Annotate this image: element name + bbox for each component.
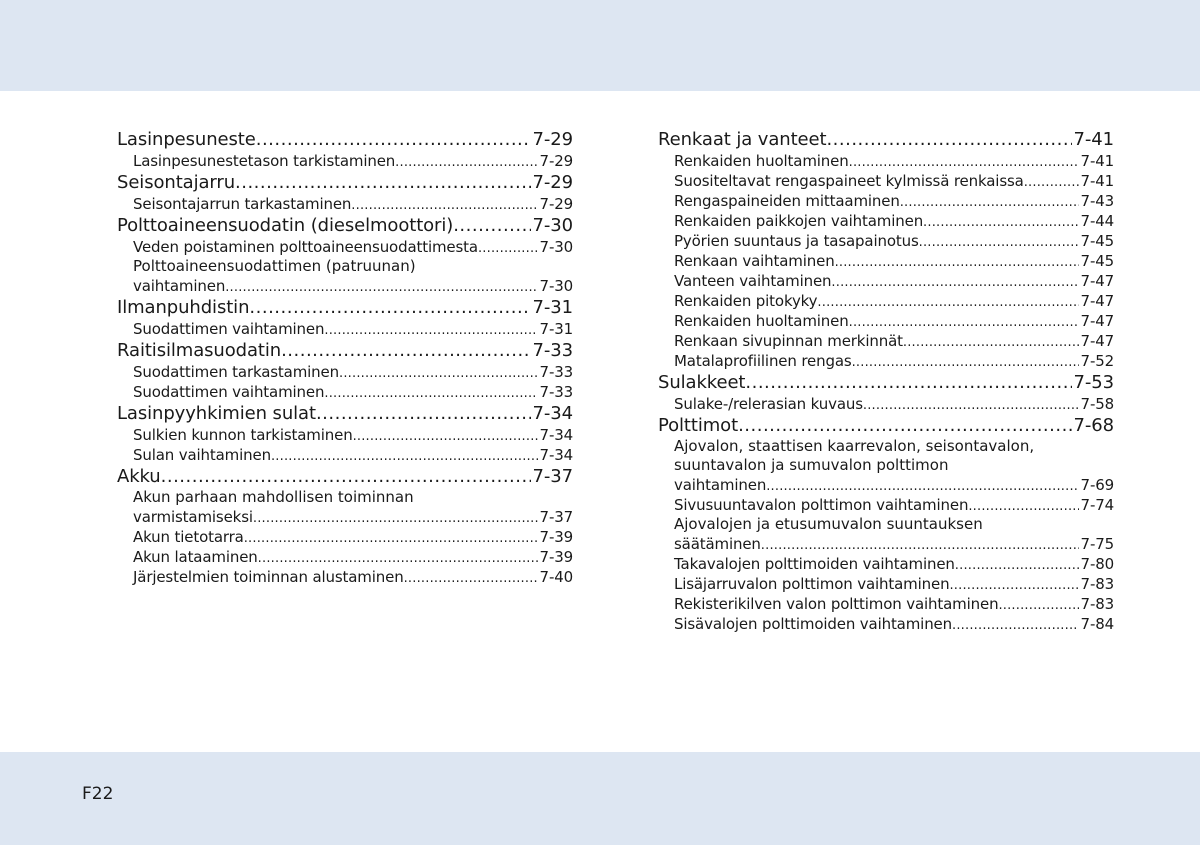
toc-entry-label: Lasinpyyhkimien sulat [117, 403, 316, 424]
toc-subsection[interactable] [658, 554, 1114, 574]
dot-leader [271, 445, 538, 467]
toc-entry-page: 7-69 [1080, 476, 1114, 494]
toc-entry-page: 7-53 [1073, 372, 1114, 393]
toc-entry-label: Rekisterikilven valon polttimon vaihtaminen [674, 595, 999, 613]
dot-leader [817, 291, 1078, 313]
toc-entry-label: Veden poistaminen polttoaineensuodattimesta [133, 238, 478, 256]
dot-leader [339, 362, 538, 384]
toc-entry-label: Polttoaineensuodatin (dieselmoottori) [117, 215, 454, 236]
toc-entry-label: Renkaiden paikkojen vaihtaminen [674, 212, 924, 230]
toc-entry-page: 7-34 [532, 403, 573, 424]
toc-entry-page: 7-41 [1080, 152, 1114, 170]
toc-entry-continued: Akun parhaan mahdollisen toiminnan [133, 488, 414, 506]
toc-section[interactable] [117, 465, 573, 488]
toc-entry-label: Rengaspaineiden mittaaminen [674, 192, 900, 210]
toc-entry-page: 7-47 [1080, 292, 1114, 310]
toc-entry-label: Renkaiden pitokyky [674, 292, 818, 310]
toc-subsection[interactable] [117, 507, 573, 527]
dot-leader [324, 382, 537, 404]
toc-subsection[interactable] [117, 237, 573, 257]
toc-entry-label: Vanteen vaihtaminen [674, 272, 832, 290]
toc-subsection[interactable] [658, 211, 1114, 231]
toc-subsection[interactable] [658, 171, 1114, 191]
dot-leader [253, 507, 538, 529]
toc-entry-page: 7-83 [1080, 575, 1114, 593]
toc-subsection[interactable] [658, 291, 1114, 311]
dot-leader [968, 495, 1078, 517]
toc-section[interactable] [117, 171, 573, 194]
toc-entry-page: 7-47 [1080, 272, 1114, 290]
toc-entry-page: 7-37 [539, 508, 573, 526]
toc-entry-page: 7-40 [539, 568, 573, 586]
toc-subsection[interactable] [658, 534, 1114, 554]
toc-section[interactable] [117, 214, 573, 237]
dot-leader [258, 547, 538, 569]
toc-entry-page: 7-84 [1080, 615, 1114, 633]
toc-entry-page: 7-47 [1080, 332, 1114, 350]
toc-entry-page: 7-39 [539, 548, 573, 566]
toc-subsection[interactable] [658, 394, 1114, 414]
dot-leader [949, 574, 1078, 596]
toc-entry-page: 7-29 [532, 129, 573, 150]
toc-entry-label: Sisävalojen polttimoiden vaihtaminen [674, 615, 952, 633]
toc-entry-page: 7-47 [1080, 312, 1114, 330]
toc-entry-page: 7-29 [532, 172, 573, 193]
toc-entry-page: 7-29 [539, 195, 573, 213]
toc-subsection[interactable] [658, 331, 1114, 351]
toc-subsection[interactable] [658, 311, 1114, 331]
toc-subsection[interactable] [658, 475, 1114, 495]
toc-entry-continued: suuntavalon ja sumuvalon polttimon [674, 456, 949, 474]
toc-column-right [658, 128, 1114, 634]
toc-entry-page: 7-33 [532, 340, 573, 361]
toc-entry-label: Takavalojen polttimoiden vaihtaminen [674, 555, 955, 573]
toc-entry-label: Sulake-/relerasian kuvaus [674, 395, 863, 413]
dot-leader [923, 211, 1079, 233]
toc-entry-label: vaihtaminen [133, 277, 226, 295]
toc-entry-label: varmistamiseksi [133, 508, 253, 526]
toc-section[interactable] [658, 371, 1114, 394]
toc-entry-continued: Ajovalon, staattisen kaarrevalon, seisontavalon, [674, 437, 1035, 455]
toc-entry-label: Sulan vaihtaminen [133, 446, 271, 464]
toc-entry-page: 7-41 [1080, 172, 1114, 190]
dot-leader [404, 567, 538, 589]
dot-leader [849, 151, 1079, 173]
toc-entry-label: Renkaiden huoltaminen [674, 152, 849, 170]
toc-section[interactable] [658, 414, 1114, 437]
toc-entry-page: 7-41 [1073, 129, 1114, 150]
dot-leader [453, 214, 530, 237]
toc-subsection[interactable] [117, 382, 573, 402]
toc-subsection[interactable] [658, 574, 1114, 594]
dot-leader [351, 194, 537, 216]
toc-entry-page: 7-34 [539, 446, 573, 464]
toc-entry-label: Polttimot [658, 415, 739, 436]
toc-entry-label: Akun tietotarra [133, 528, 244, 546]
toc-entry-page: 7-31 [539, 320, 573, 338]
toc-entry-label: Akun lataaminen [133, 548, 258, 566]
toc-entry-label: Renkaan sivupinnan merkinnät [674, 332, 903, 350]
toc-section[interactable] [117, 296, 573, 319]
toc-subsection[interactable] [117, 319, 573, 339]
dot-leader [1024, 171, 1079, 193]
dot-leader [478, 237, 538, 259]
toc-entry-page: 7-39 [539, 528, 573, 546]
toc-entry-label: Sulakkeet [658, 372, 746, 393]
dot-leader [998, 594, 1078, 616]
toc-subsection[interactable] [117, 445, 573, 465]
toc-entry-label: Sulkien kunnon tarkistaminen [133, 426, 353, 444]
toc-subsection[interactable] [658, 191, 1114, 211]
dot-leader [903, 331, 1079, 353]
toc-entry-label: Matalaprofiilinen rengas [674, 352, 852, 370]
toc-entry-page: 7-74 [1080, 496, 1114, 514]
toc-entry-continued: Polttoaineensuodattimen (patruunan) [133, 257, 416, 275]
toc-entry-page: 7-58 [1080, 395, 1114, 413]
dot-leader [395, 151, 537, 173]
dot-leader [353, 425, 538, 447]
toc-section[interactable] [117, 128, 573, 151]
toc-column-left [117, 128, 573, 587]
toc-subsection[interactable] [117, 547, 573, 567]
toc-entry-label: Suodattimen vaihtaminen [133, 320, 325, 338]
dot-leader [244, 527, 538, 549]
footer-band [0, 752, 1200, 845]
toc-entry-label: Lasinpesuneste [117, 129, 256, 150]
toc-entry-page: 7-83 [1080, 595, 1114, 613]
toc-entry-page: 7-75 [1080, 535, 1114, 553]
toc-subsection[interactable] [658, 151, 1114, 171]
dot-leader [249, 296, 530, 319]
toc-entry-page: 7-68 [1073, 415, 1114, 436]
toc-entry-label: Suodattimen vaihtaminen [133, 383, 325, 401]
toc-subsection[interactable] [117, 527, 573, 547]
toc-entry-page: 7-29 [539, 152, 573, 170]
dot-leader [852, 351, 1079, 373]
dot-leader [316, 402, 531, 425]
toc-subsection[interactable] [117, 362, 573, 382]
toc-subsection[interactable] [658, 495, 1114, 515]
toc-entry-page: 7-30 [532, 215, 573, 236]
dot-leader [900, 191, 1079, 213]
dot-leader [766, 475, 1078, 497]
toc-entry-label: Järjestelmien toiminnan alustaminen [133, 568, 404, 586]
toc-entry-page: 7-37 [532, 466, 573, 487]
toc-entry-page: 7-45 [1080, 252, 1114, 270]
toc-subsection[interactable] [117, 425, 573, 445]
toc-entry-page: 7-80 [1080, 555, 1114, 573]
page-number: F22 [82, 784, 114, 804]
toc-subsection[interactable] [658, 251, 1114, 271]
toc-entry-label: Ilmanpuhdistin [117, 297, 250, 318]
toc-entry-label: Renkaat ja vanteet [658, 129, 827, 150]
toc-entry-label: Suodattimen tarkastaminen [133, 363, 339, 381]
toc-section[interactable] [117, 339, 573, 362]
dot-leader [952, 614, 1079, 636]
dot-leader [235, 171, 531, 194]
dot-leader [281, 339, 530, 362]
toc-entry-label: säätäminen [674, 535, 761, 553]
header-band [0, 0, 1200, 91]
toc-entry-page: 7-33 [539, 363, 573, 381]
toc-subsection[interactable] [117, 151, 573, 171]
toc-entry-label: Seisontajarrun tarkastaminen [133, 195, 352, 213]
toc-entry-label: vaihtaminen [674, 476, 767, 494]
toc-entry-page: 7-52 [1080, 352, 1114, 370]
toc-entry-label: Lasinpesunestetason tarkistaminen [133, 152, 396, 170]
dot-leader [849, 311, 1079, 333]
toc-subsection[interactable] [658, 231, 1114, 251]
toc-entry-page: 7-31 [532, 297, 573, 318]
dot-leader [826, 128, 1071, 151]
toc-subsection[interactable] [658, 271, 1114, 291]
toc-entry-label: Suositeltavat rengaspaineet kylmissä renkaissa [674, 172, 1024, 190]
toc-subsection[interactable] [117, 194, 573, 214]
toc-section[interactable] [658, 128, 1114, 151]
dot-leader [835, 251, 1079, 273]
toc-subsection[interactable] [658, 594, 1114, 614]
dot-leader [831, 271, 1078, 293]
dot-leader [161, 465, 531, 488]
toc-entry-page: 7-43 [1080, 192, 1114, 210]
toc-subsection[interactable] [117, 567, 573, 587]
toc-entry-page: 7-34 [539, 426, 573, 444]
dot-leader [863, 394, 1079, 416]
toc-entry-label: Renkaiden huoltaminen [674, 312, 849, 330]
toc-entry-label: Raitisilmasuodatin [117, 340, 282, 361]
toc-entry-label: Renkaan vaihtaminen [674, 252, 835, 270]
toc-section[interactable] [117, 402, 573, 425]
dot-leader [955, 554, 1079, 576]
toc-entry-page: 7-30 [539, 238, 573, 256]
dot-leader [256, 128, 531, 151]
dot-leader [324, 319, 537, 341]
toc-entry-label: Sivusuuntavalon polttimon vaihtaminen [674, 496, 969, 514]
toc-entry-label: Seisontajarru [117, 172, 236, 193]
dot-leader [745, 371, 1071, 394]
toc-subsection[interactable] [117, 276, 573, 296]
toc-entry-label: Lisäjarruvalon polttimon vaihtaminen [674, 575, 950, 593]
toc-entry-continued: Ajovalojen ja etusumuvalon suuntauksen [674, 515, 983, 533]
toc-entry-page: 7-30 [539, 277, 573, 295]
dot-leader [225, 276, 537, 298]
dot-leader [761, 534, 1079, 556]
toc-entry-label: Pyörien suuntaus ja tasapainotus [674, 232, 919, 250]
toc-entry-page: 7-45 [1080, 232, 1114, 250]
dot-leader [738, 414, 1071, 437]
toc-subsection[interactable] [658, 614, 1114, 634]
toc-entry-page: 7-33 [539, 383, 573, 401]
toc-entry-page: 7-44 [1080, 212, 1114, 230]
toc-subsection[interactable] [658, 351, 1114, 371]
toc-entry-label: Akku [117, 466, 161, 487]
dot-leader [919, 231, 1079, 253]
